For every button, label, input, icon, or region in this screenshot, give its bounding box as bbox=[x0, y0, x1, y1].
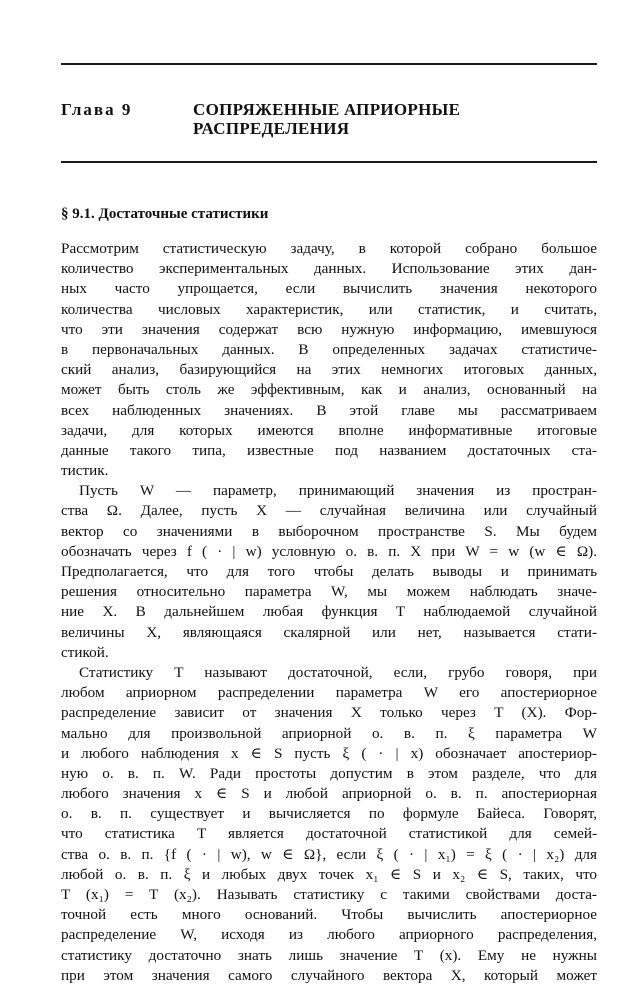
text-line: решения относительно параметра W, мы можем наблюдать значе- bbox=[61, 583, 597, 601]
text-line: задачи, для которых имеются вполне информативные итоговые bbox=[61, 421, 597, 439]
text-line: в первоначальных данных. В определенных задачах статистиче- bbox=[61, 340, 597, 358]
text-line: ных часто упрощается, если вычислить значения некоторого bbox=[61, 280, 597, 298]
chapter-title bbox=[193, 100, 460, 138]
text-line: ства о. в. п. {f ( · | w), w ∈ Ω}, если ξ ( · | x₁) = ξ ( · | x₂) для bbox=[61, 845, 597, 863]
text-line: вектор со значениями в выборочном пространстве S. Мы будем bbox=[61, 522, 597, 540]
text-line: ский анализ, базирующийся на этих немногих итоговых данных, bbox=[61, 361, 597, 379]
text-line: всех наблюденных значениях. В этой главе мы рассматриваем bbox=[61, 401, 597, 419]
text-line: Статистику T называют достаточной, если, грубо говоря, при bbox=[79, 663, 597, 681]
text-line: Пусть W — параметр, принимающий значения из простран- bbox=[79, 482, 597, 500]
text-line: ную о. в. п. W. Ради простоты допустим в этом разделе, что для bbox=[61, 764, 597, 782]
text-line: обозначать через f ( · | w) условную о. в. п. X при W = w (w ∈ Ω). bbox=[61, 542, 597, 560]
text-line: любого значения x ∈ S и любой априорной о. в. п. апостериорная bbox=[61, 785, 597, 803]
top-rule bbox=[61, 63, 597, 65]
text-line: любой о. в. п. ξ и любых двух точек x₁ ∈ S и x₂ ∈ S, таких, что bbox=[61, 865, 597, 883]
text-line: величины X, являющаяся скалярной или нет, называется стати- bbox=[61, 623, 597, 641]
text-line: распределение W, исходя из любого априорного распределения, bbox=[61, 926, 597, 944]
text-line: Рассмотрим статистическую задачу, в которой собрано большое bbox=[61, 240, 597, 257]
text-line: может быть столь же эффективным, как и анализ, основанный на bbox=[61, 381, 597, 399]
text-line: количества числовых характеристик, или статистик, и считать, bbox=[61, 300, 597, 318]
text-line: статистику достаточно знать лишь значение T (x). Ему не нужны bbox=[61, 946, 597, 964]
text-line: мально для произвольной априорной о. в. п. ξ параметра W bbox=[61, 724, 597, 742]
text-line: точной есть много оснований. Чтобы вычислить апостериорное bbox=[61, 906, 597, 924]
text-line: T (x₁) = T (x₂). Называть статистику с такими свойствами доста- bbox=[61, 886, 597, 903]
text-line: Предполагается, что для того чтобы делать выводы и принимать bbox=[61, 563, 597, 580]
text-line: и любого наблюдения x ∈ S пусть ξ ( · | x) обозначает апостериор- bbox=[61, 744, 597, 762]
text-line: тистик. bbox=[61, 462, 109, 480]
text-line: о. в. п. существует и вычисляется по формуле Байеса. Говорят, bbox=[61, 805, 597, 823]
chapter-title-line: РАСПРЕДЕЛЕНИЯ bbox=[193, 119, 350, 138]
text-line: количество экспериментальных данных. Использование этих дан- bbox=[61, 260, 597, 278]
text-line: ства Ω. Далее, пусть X — случайная величина или случайный bbox=[61, 502, 597, 520]
text-line: распределение зависит от значения X только через T (X). Фор- bbox=[61, 704, 597, 722]
chapter-label: Глава 9 bbox=[61, 100, 133, 119]
body-text bbox=[61, 239, 597, 986]
text-line: что статистика T является достаточной статистикой для семей- bbox=[61, 825, 597, 843]
text-line: ние X. В дальнейшем любая функция T наблюдаемой случайной bbox=[61, 603, 597, 621]
text-line: что эти значения содержат всю нужную информацию, имевшуюся bbox=[61, 320, 597, 338]
bottom-rule bbox=[61, 161, 597, 163]
text-line: стикой. bbox=[61, 643, 109, 661]
chapter-title-line: СОПРЯЖЕННЫЕ АПРИОРНЫЕ bbox=[193, 100, 461, 119]
text-line: данные такого типа, известные под названием достаточных ста- bbox=[61, 441, 597, 459]
section-heading: § 9.1. Достаточные статистики bbox=[61, 206, 269, 222]
text-line: при этом значения самого случайного вектора X, который может bbox=[61, 966, 597, 984]
text-line: любом априорном распределении параметра W его апостериорное bbox=[61, 684, 597, 702]
